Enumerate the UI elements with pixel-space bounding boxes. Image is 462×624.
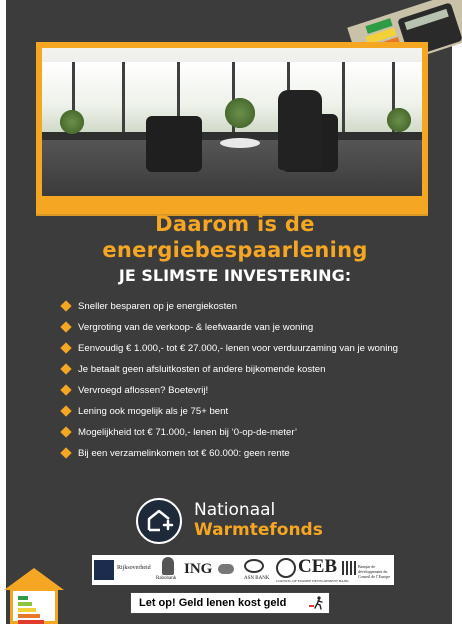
list-item: Vervroegd aflossen? Boetevrij! xyxy=(62,380,442,401)
list-item: Je betaalt geen afsluitkosten of andere bijkomende kosten xyxy=(62,359,442,380)
headline-line1: Daarom is de xyxy=(155,212,315,236)
diamond-bullet-icon xyxy=(60,321,71,332)
plant-icon xyxy=(60,110,84,134)
brand-name-line1: Nationaal xyxy=(194,500,276,520)
ing-logo-text: ING xyxy=(184,561,213,577)
side-table xyxy=(220,138,260,148)
loan-warning-banner xyxy=(130,592,330,614)
rijksoverheid-emblem-icon xyxy=(94,560,114,580)
rabobank-logo-text: Rabobank xyxy=(156,576,177,581)
floor xyxy=(42,140,422,196)
armchair-left xyxy=(146,116,202,172)
list-item: Bij een verzamelinkomen tot € 60.000: geen rente xyxy=(62,443,442,464)
partner-logos-strip xyxy=(92,555,394,585)
nationaal-warmtefonds-logo xyxy=(136,498,356,548)
ing-lion-icon xyxy=(218,564,234,574)
house-plus-icon xyxy=(136,498,182,544)
plant-icon xyxy=(387,108,411,132)
diamond-bullet-icon xyxy=(60,363,71,374)
diamond-bullet-icon xyxy=(60,342,71,353)
ceb-bars-icon xyxy=(342,561,356,575)
ceb-emblem-icon xyxy=(276,558,296,578)
asn-logo-text: ASN BANK xyxy=(244,576,270,581)
rijksoverheid-logo-text: Rijksoverheid xyxy=(117,565,151,571)
plant-icon xyxy=(225,98,255,128)
living-room-photo xyxy=(42,48,422,196)
diamond-bullet-icon xyxy=(60,300,71,311)
diamond-bullet-icon xyxy=(60,426,71,437)
ceb-logo-subtitle: COUNCIL OF EUROPE DEVELOPMENT BANK xyxy=(276,579,349,583)
rabobank-emblem-icon xyxy=(162,557,174,575)
list-item: Lening ook mogelijk als je 75+ bent xyxy=(62,401,442,422)
ceb-side-text: Banque de développement du Conseil de l’Europe xyxy=(358,564,390,579)
headline-line2: energiebespaarlening xyxy=(102,238,368,262)
asn-swan-icon xyxy=(244,559,264,573)
list-item: Sneller besparen op je energiekosten xyxy=(62,296,442,317)
brand-name-line2: Warmtefonds xyxy=(194,520,323,540)
woman-reading xyxy=(278,90,322,170)
diamond-bullet-icon xyxy=(60,447,71,458)
diamond-bullet-icon xyxy=(60,405,71,416)
diamond-bullet-icon xyxy=(60,384,71,395)
list-item: Mogelijkheid tot € 71.000,- lenen bij ‘0-op-de-meter’ xyxy=(62,422,442,443)
energy-label-house-icon xyxy=(0,560,72,624)
running-person-icon xyxy=(309,596,325,610)
ceb-logo-text: CEB xyxy=(298,556,338,577)
subheading: JE SLIMSTE INVESTERING: xyxy=(118,266,352,285)
list-item: Eenvoudig € 1.000,- tot € 27.000,- lenen voor verduurzaming van je woning xyxy=(62,338,442,359)
warning-text: Let op! Geld lenen kost geld xyxy=(139,597,287,609)
list-item: Vergroting van de verkoop- & leefwaarde van je woning xyxy=(62,317,442,338)
benefits-list xyxy=(62,296,442,464)
